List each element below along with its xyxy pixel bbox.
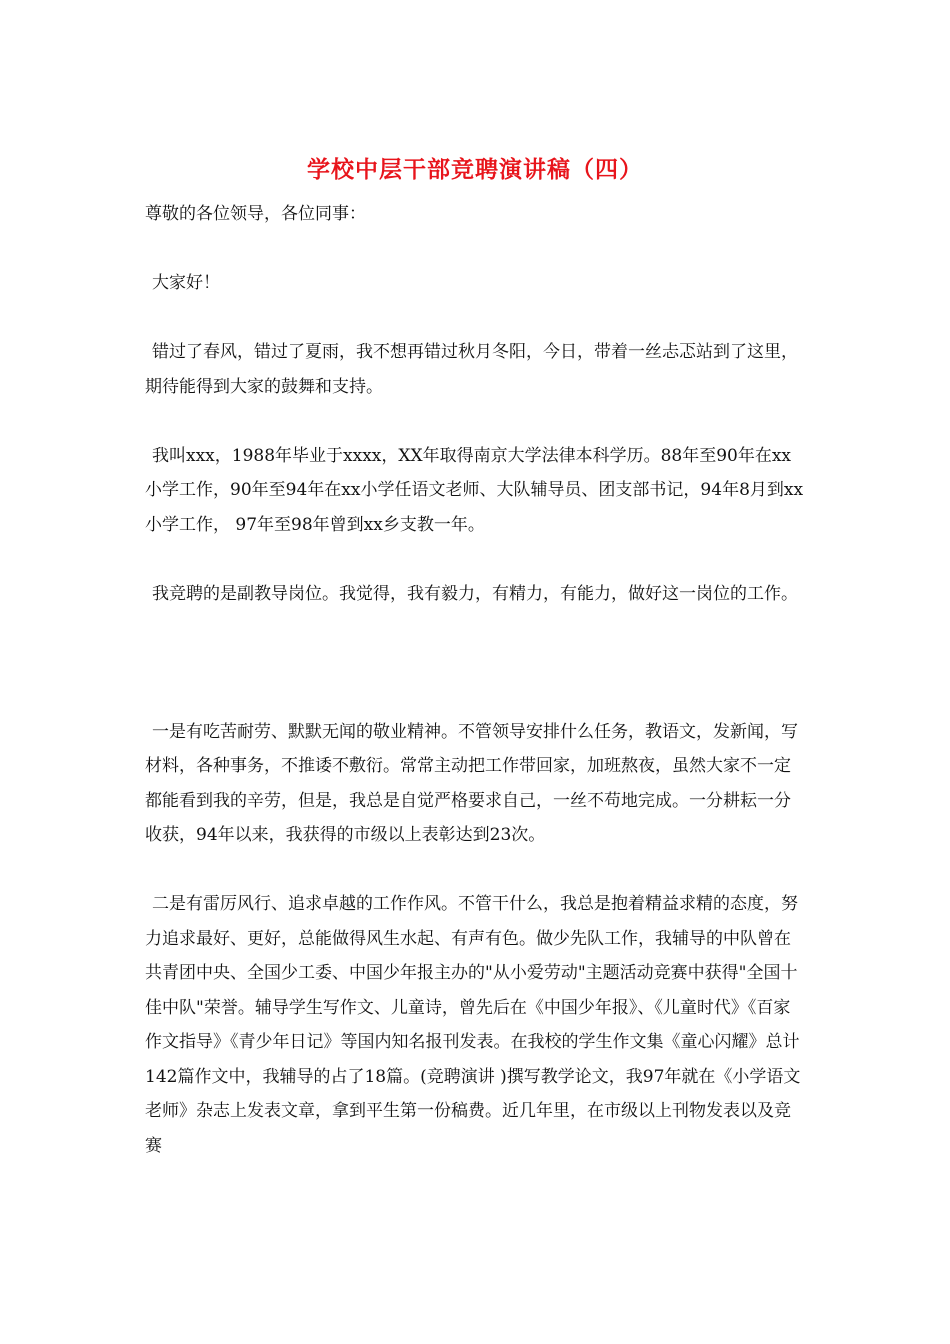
paragraph-point-two: 二是有雷厉风行、追求卓越的工作作风。不管干什么，我总是抱着精益求精的态度，努力追求最好、更好，总能做得风生水起、有声有色。做少先队工作，我辅导的中队曾在共青团中央、全国少工委、中国少年报主办的"从小爱劳动"主题活动竞赛中获得"全国十佳中队"荣誉。辅导学生写作文、儿童诗，曾先后在《中国少年报》、《儿童时代》《百家作文指导》《青少年日记》等国内知名报刊发表。在我校的学生作文集《童心闪耀》总计142篇作文中，我辅导的占了18篇。(竞聘演讲 )撰写教学论文，我97年就在《小学语文老师》杂志上发表文章，拿到平生第一份稿费。近几年里，在市级以上刊物发表以及竞赛 [145,894,801,1156]
document-title: 学校中层干部竞聘演讲稿（四） [307,156,643,183]
paragraph-introduction: 我叫xxx，1988年毕业于xxxx，XX年取得南京大学法律本科学历。88年至90年在xx小学工作，90年至94年在xx小学任语文老师、大队辅导员、团支部书记，94年8月到xx小学工作， 97年至98年曾到xx乡支教一年。 [145,445,804,535]
salutation: 尊敬的各位领导，各位同事： [145,204,366,224]
paragraph-greeting: 大家好！ [152,273,220,293]
document-body [145,197,807,1198]
paragraph-position: 我竞聘的是副教导岗位。我觉得，我有毅力，有精力，有能力，做好这一岗位的工作。 [152,583,798,604]
paragraph-opening: 错过了春风，错过了夏雨，我不想再错过秋月冬阳，今日，带着一丝忐忑站到了这里，期待能得到大家的鼓舞和支持。 [145,342,798,397]
paragraph-gap [145,646,807,715]
paragraph-point-one: 一是有吃苦耐劳、默默无闻的敬业精神。不管领导安排什么任务，教语文，发新闻，写材料，各种事务，不推诿不敷衍。常常主动把工作带回家，加班熬夜，虽然大家不一定都能看到我的辛劳，但是，我总是自觉严格要求自己，一丝不苟地完成。一分耕耘一分收获，94年以来，我获得的市级以上表彰达到23次。 [145,721,798,845]
